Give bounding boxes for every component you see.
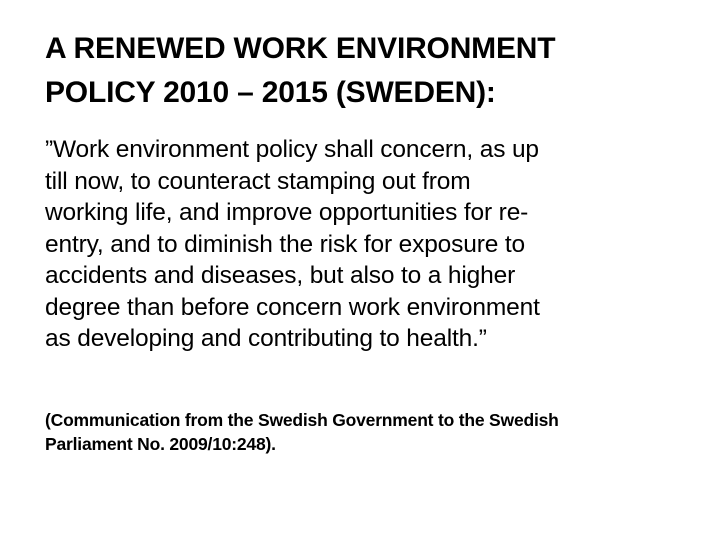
quote-line-4: entry, and to diminish the risk for exposure to (45, 230, 526, 258)
quote-line-7: as developing and contributing to health.” (45, 325, 487, 352)
citation-line-1: (Communication from the Swedish Government to the Swedish (45, 410, 559, 430)
title-line-2: POLICY 2010 – 2015 (SWEDEN): (45, 76, 496, 109)
citation-line-2: Parliament No. 2009/10:248). (45, 434, 276, 454)
policy-quote (45, 134, 695, 355)
slide-title (45, 27, 685, 115)
quote-line-6: degree than before concern work environment (45, 293, 540, 321)
quote-line-2: till now, to counteract stamping out from (45, 167, 471, 195)
quote-line-5: accidents and diseases, but also to a higher (45, 262, 516, 289)
quote-line-1: ”Work environment policy shall concern, as up (45, 136, 539, 163)
quote-line-3: working life, and improve opportunities for re- (45, 199, 529, 226)
source-citation (45, 408, 695, 456)
title-line-1: A RENEWED WORK ENVIRONMENT (45, 32, 556, 65)
